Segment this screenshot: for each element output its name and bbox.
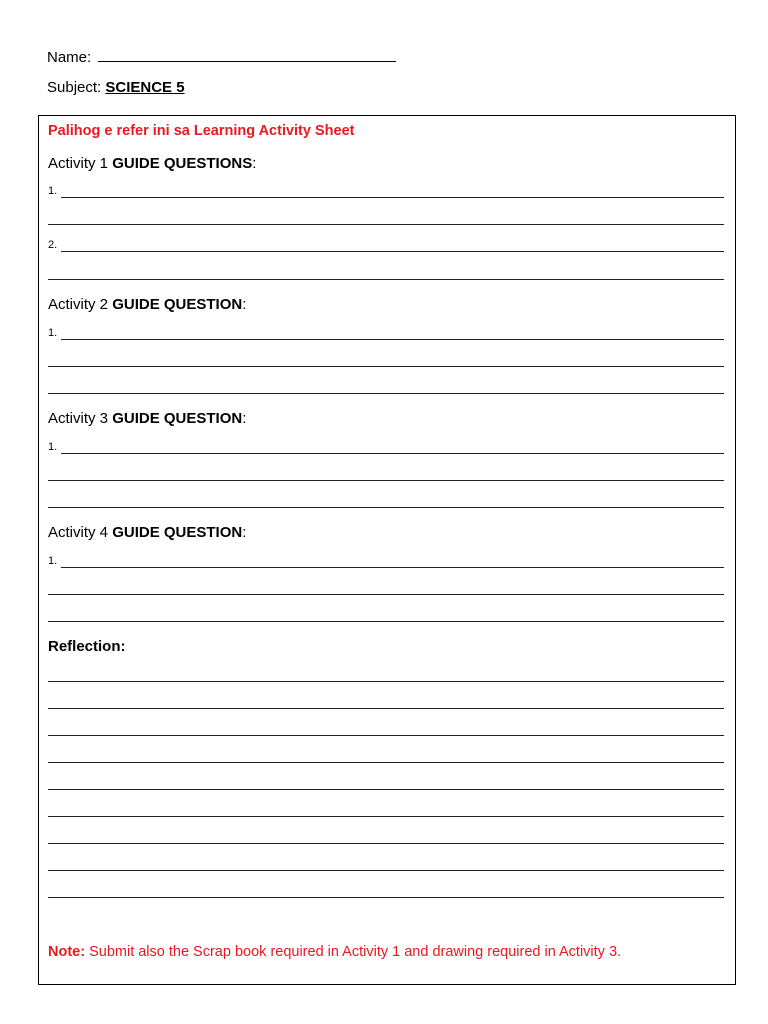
- activity-4-answer-line[interactable]: [61, 567, 724, 568]
- reflection-line[interactable]: [48, 735, 724, 736]
- name-blank[interactable]: [98, 46, 396, 62]
- activity-4-item-1-number: 1.: [48, 555, 58, 567]
- reflection-line[interactable]: [48, 870, 724, 871]
- activity-4-title: GUIDE QUESTION: [112, 524, 243, 541]
- activity-1-answer-line[interactable]: [48, 224, 724, 225]
- activity-2-colon: :: [242, 296, 247, 313]
- activity-4-heading: [48, 524, 246, 541]
- activity-3-answer-line[interactable]: [48, 480, 724, 481]
- reflection-line[interactable]: [48, 816, 724, 817]
- activity-1-answer-line[interactable]: [61, 197, 724, 198]
- activity-1-item-1-number: 1.: [48, 185, 58, 197]
- activity-4-answer-line[interactable]: [48, 594, 724, 595]
- reflection-label: Reflection:: [48, 638, 126, 655]
- subject-label: Subject:: [47, 79, 102, 96]
- reflection-line[interactable]: [48, 681, 724, 682]
- activity-2-prefix: Activity 2: [48, 296, 109, 313]
- instruction-text: Palihog e refer ini sa Learning Activity Sheet: [48, 123, 355, 139]
- activity-1-title: GUIDE QUESTIONS: [112, 155, 253, 172]
- activity-4-colon: :: [242, 524, 247, 541]
- activity-3-answer-line[interactable]: [48, 507, 724, 508]
- activity-3-prefix: Activity 3: [48, 410, 109, 427]
- activity-4-prefix: Activity 4: [48, 524, 109, 541]
- activity-4-answer-line[interactable]: [48, 621, 724, 622]
- activity-sheet-box: [38, 115, 736, 985]
- activity-2-heading: [48, 296, 246, 313]
- activity-1-colon: :: [252, 155, 257, 172]
- activity-2-title: GUIDE QUESTION: [112, 296, 243, 313]
- activity-1-answer-line[interactable]: [61, 251, 724, 252]
- note-text: [48, 944, 621, 960]
- reflection-line[interactable]: [48, 762, 724, 763]
- activity-2-answer-line[interactable]: [48, 366, 724, 367]
- note-label: Note:: [48, 944, 86, 960]
- reflection-line[interactable]: [48, 843, 724, 844]
- subject-row: [47, 79, 185, 96]
- activity-1-item-2-number: 2.: [48, 239, 58, 251]
- activity-2-answer-line[interactable]: [48, 393, 724, 394]
- activity-2-answer-line[interactable]: [61, 339, 724, 340]
- name-label: Name:: [47, 49, 92, 66]
- activity-1-answer-line[interactable]: [48, 279, 724, 280]
- reflection-line[interactable]: [48, 897, 724, 898]
- reflection-line[interactable]: [48, 708, 724, 709]
- activity-1-prefix: Activity 1: [48, 155, 109, 172]
- note-body: Submit also the Scrap book required in Activity 1 and drawing required in Activity 3.: [85, 944, 622, 960]
- activity-1-heading: [48, 155, 256, 172]
- activity-3-item-1-number: 1.: [48, 441, 58, 453]
- name-row: [47, 46, 396, 66]
- activity-3-title: GUIDE QUESTION: [112, 410, 243, 427]
- reflection-line[interactable]: [48, 789, 724, 790]
- activity-3-colon: :: [242, 410, 247, 427]
- activity-3-heading: [48, 410, 246, 427]
- activity-3-answer-line[interactable]: [61, 453, 724, 454]
- subject-value: SCIENCE 5: [105, 79, 185, 96]
- activity-2-item-1-number: 1.: [48, 327, 58, 339]
